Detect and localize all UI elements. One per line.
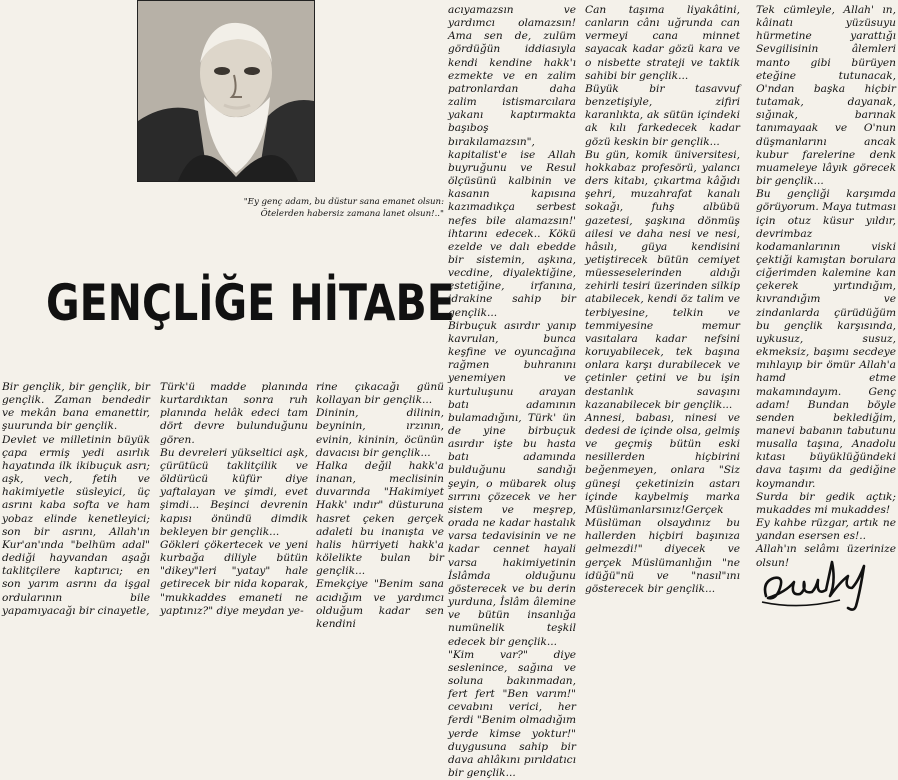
text-column-3: rine çıkacağı günü kollayan bir gençlik... Dininin, dilinin, beyninin, ırzının, evinin, kininin, öcünün davacısı bir gençlik... Halka değil hakk'a inanan, meclisinin duvarında "Hakimiyet Hakk' ındır" düsturuna hasret çeken gerçek adaleti bu inanışta ve halis hürriyeti hakk'a kölelikte bulan bir gençlik... Emekçiye "Benim sana acıdığım ve yardımcı olduğum kadar sen kendini <box>316 381 444 630</box>
photo-caption: "Ey genç adam, bu düstur sana emanet olsun: Ötelerden habersiz zamana lanet olsun!.." <box>243 197 444 219</box>
text-column-2: Türk'ü madde planında kurtardıktan sonra ruh planında helâk edeci tam dört devre bulunduğunu gören. Bu devreleri yükseltici aşk, çürütücü taklitçilik ve öldürücü küfür diye yaftalayan ve şimdi, evet şimdi... Beşinci devrenin kapısı önündü dimdik bekleyen bir gençlik... Gökleri çökertecek ve yeni kurbağa diliyle bütün "dikey"leri "yatay" hale getirecek bir nida koparak, "mukkaddes emaneti ne yaptınız?" diye meydan ye- <box>160 381 308 617</box>
text-column-1: Bir gençlik, bir gençlik, bir gençlik. Zaman bendedir ve mekân bana emanettir, şuurunda bir gençlik. Devlet ve milletinin büyük çapa ermiş yedi asırlık hayatında ilk ikibuçuk asrı; aşk, vech, fetih ve hakimiyetle süsleyici, üç asrını kaba softa ve ham yobaz elinde kenetleyici; son bir asrını, Allah'ın Kur'an'ında "belhüm adal" dediği hayvandan aşağı taklitçilere kaptırıcı; en son yarım asrını da işgal ordularının bile yapamıyacağı bir cinayetle, <box>2 381 150 617</box>
text-column-5: Can taşıma liyakâtini, canların cânı uğrunda can vermeyi cana minnet sayacak kadar gözü kara ve o nisbette strateji ve taktik sahibi bir gençlik... Büyük bir tasavvuf benzetişiyle, zifiri karanlıkta, ak sütün içindeki ak kılı farkedecek kadar gözü keskin bir gençlik... Bu gün, komik üniversitesi, hokkabaz profesörü, yalancı ders kitabı, çıkartma kâğıdı şehri, muzahrafat kanalı sokağı, fuhş albübü gazetesi, şaşkına dönmüş ailesi ve daha nesi ve nesi, hâsılı, güya kendisini yetiştirecek bütün cemiyet müesseselerinden aldığı zehirli tesiri üzerinden silkip atabilecek, kendi öz talim ve terbiyesine, telkin ve temmiyesine memur vasıtalara kadar nefsini koruyabilecek, tek başına onlara karşı durabilecek ve çetinler çetini ve bu işin destanlık savaşını kazanabilecek bir gençlik... Annesi, babası, ninesi ve dedesi de içinde olsa, gelmiş ve geçmiş bütün eski nesillerden hiçbirini beğenmeyen, onlara "Siz güneşi çeketinizin astarı içinde kaybelmiş marka Müslümanlarsınız!Gerçek Müslüman olsaydınız bu hallerden hiçbiri başınıza gelmezdi!" diyecek ve gerçek Müslümanlığın "ne idüğü"nü ve "nasıl"ını gösterecek bir gençlik... <box>585 4 740 595</box>
text-column-4: acıyamazsın ve yardımcı olamazsın! Ama sen de, zulüm gördüğün iddiasıyla kendi kendine hakk'ı ezmekte ve en zalim patronlardan daha zalim istismarcılara yakanı kaptırmakta başıboş bırakılamazsın", kapitalist'e ise Allah buyruğunu ve Resul ölçüsünü kalbinin ve kasanın kapısına kazımadıkça serbest nefes bile alamazsın!' ihtarını edecek.. Kökü ezelde ve dalı ebedde bir sistemin, aşkına, vecdine, diyalektiğine, estetiğine, irfanına, idrakine sahip bir gençlik... Birbuçuk asırdır yanıp kavrulan, bunca keşfine ve oyuncağına rağmen buhranını yenemiyen ve kurtuluşunu arayan batı adamının bulamadığını, Türk' ün de yine birbuçuk asırdır işte bu hasta batı adamında bulduğunu sandığı şeyin, o mübarek oluş sırrını çözecek ve her sistem ve meşrep, orada ne kadar hastalık varsa tedavisinin ve ne kadar cennet hayali varsa hakimiyetinin İslâmda olduğunu gösterecek ve bu derin yurduna, İslâm âlemine ve bütün insanlığa numünelik teşkil edecek bir gençlik... "Kim var?" diye seslenince, sağına ve soluna bakınmadan, fert fert "Ben varım!" cevabını verici, her ferdi "Benim olmadığım yerde kimse yoktur!" duygusuna sahip bir dava ahlâkını pırıldatıcı bir gençlik... <box>448 4 576 780</box>
portrait-illustration <box>138 1 314 181</box>
article-headline: GENÇLİĞE HİTABE <box>46 274 455 332</box>
handwritten-signature <box>760 552 880 618</box>
text-column-6: Tek cümleyle, Allah' ın, kâinatı yüzüsuyu hürmetine yarattığı Sevgilisinin âlemleri manto gibi bürüyen eteğine tutunacak, O'ndan başka hiçbir tutamak, dayanak, sığınak, barınak tanımayaak ve O'nun düşmanlarını ancak kubur farelerine denk muameleye lâyık görecek bir gençlik... Bu gençliği karşımda görüyorum. Maya tutması için otuz küsur yıldır, devrimbaz kodamanlarının viski çektiği kamıştan borulara ciğerimden kalemine kan çekerek yırtındığım, kıvrandığım ve zindanlarda çürüdüğüm bu gençlik karşısında, uykusuz, susuz, ekmeksiz, başımı secdeye mıhlayıp bir ömür Allah'a hamd etme makamındayım. Genç adam! Bundan böyle senden beklediğim, manevi babanın tabutunu musalla taşına, Anadolu kıtası büyüklüğündeki dava taşımı da gediğine koymandır. Surda bir gedik açtık; mukaddes mi mukaddes! Ey kahbe rüzgar, artık ne yandan esersen es!.. Allah'ın selâmı üzerinize olsun! <box>756 4 896 569</box>
author-portrait-photo <box>137 0 315 182</box>
